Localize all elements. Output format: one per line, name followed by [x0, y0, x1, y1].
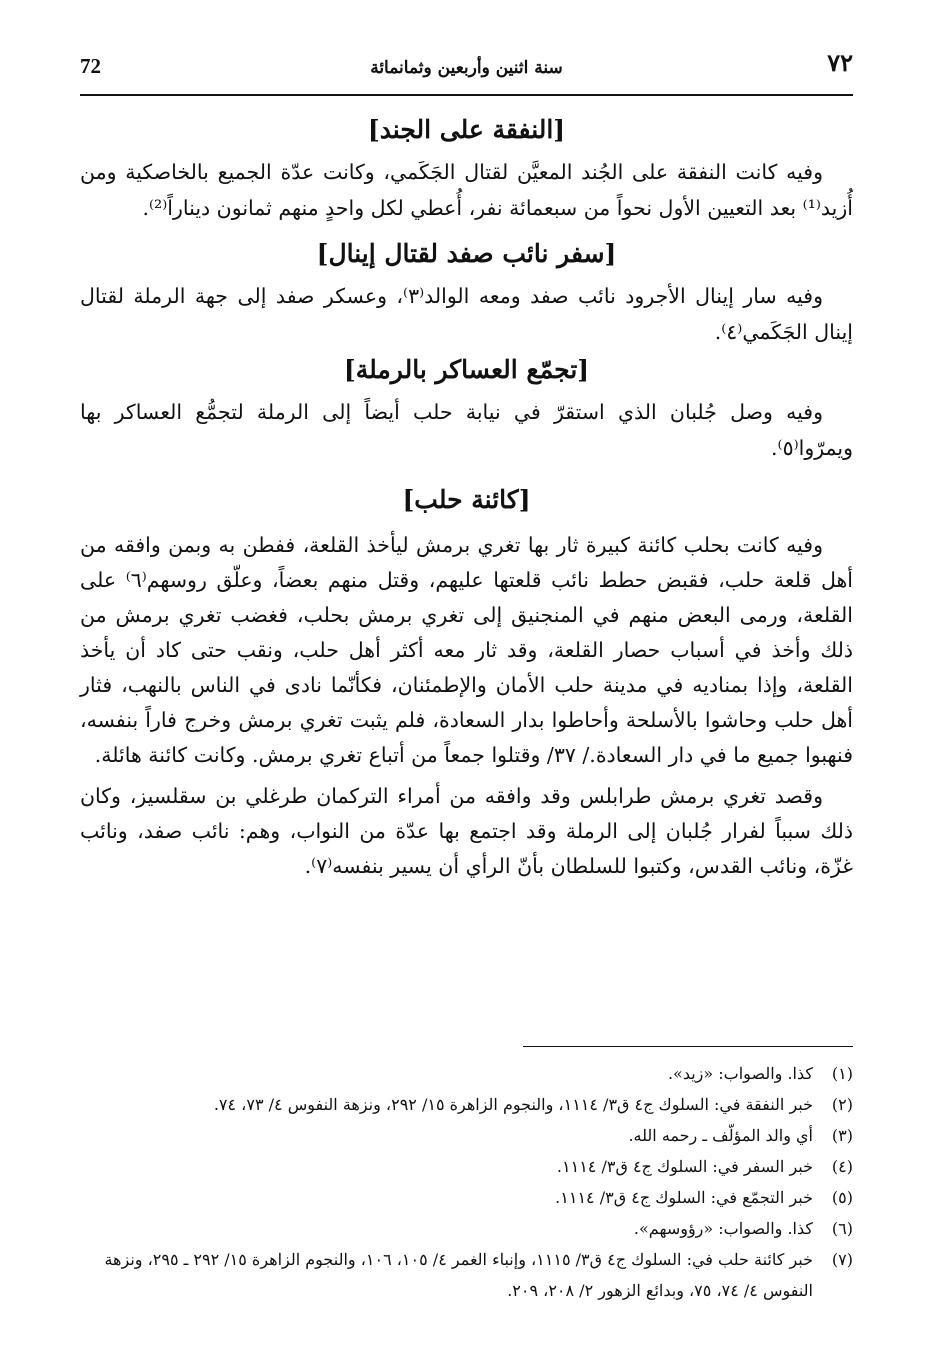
paragraph: وفيه وصل جُلبان الذي استقرّ في نيابة حلب أيضاً إلى الرملة لتجمُّع العساكر بها ويمرّوا⁽٥⁾. — [80, 400, 853, 460]
footnote-number: (٢) — [831, 1095, 853, 1114]
footnote-number: (٦) — [831, 1219, 853, 1238]
main-text — [80, 108, 853, 884]
paragraph: وقصد تغري برمش طرابلس وقد وافقه من أمراء التركمان طرغلي بن سقلسيز، وكان ذلك سبباً لفرار جُلبان إلى الرملة وقد اجتمع بها عدّة من النواب، وهم: نائب صفد، ونائب غزّة، ونائب القدس، وكتبوا للسلطان بأنّ الرأي أن يسير بنفسه⁽٧⁾. — [80, 784, 853, 878]
footnote-text: خبر كائنة حلب في: السلوك ج٤ ق٣/ ١١١٥، وإنباء الغمر ٤/ ١٠٥، ١٠٦، والنجوم الزاهرة ١٥/ ٢٩٢ ـ ٢٩٥، ونزهة النفوس ٤/ ٧٤، ٧٥، وبدائع الزهور ٢/ ٢٠٨، ٢٠٩. — [104, 1250, 813, 1300]
running-title: سنة اثنين وأربعين وثمانمائة — [370, 58, 563, 78]
footnote-item — [80, 1120, 853, 1151]
page-number-arabic: ٧٢ — [827, 48, 853, 77]
footnote-item — [80, 1182, 853, 1213]
footnote-item — [80, 1151, 853, 1182]
footnote-number: (١) — [831, 1064, 853, 1083]
page-number-latin: 72 — [80, 54, 101, 78]
section-title: [سفر نائب صفد لقتال إينال] — [316, 239, 617, 268]
footnote-item — [80, 1058, 853, 1089]
paragraph: وفيه كانت بحلب كائنة كبيرة ثار بها تغري برمش ليأخذ القلعة، ففطن به وبمن وافقه من أهل قلعة حلب، فقبض حطط نائب قلعتها عليهم، وقتل منهم بعضاً، وعلّق روسهم⁽٦⁾ على القلعة، ورمى البعض منهم في المنجنيق إلى تغري برمش بحلب، فغضب تغري برمش من ذلك وأخذ في أسباب حصار القلعة، وقد ثار معه أكثر أهل حلب، ونقب حتى كاد أن يأخذ القلعة، وإذا بمناديه في مدينة حلب الأمان والإطمئنان، فكأنّما نادى في الناس بالنهب، فثار أهل حلب وحاشوا بالأسلحة وأحاطوا بدار السعادة، فلم يثبت تغري برمش وخرج فاراً بنفسه، فنهبوا جميع ما في دار السعادة./ ٣٧/ وقتلوا جمعاً من أتباع تغري برمش. وكانت كائنة هائلة. — [80, 533, 853, 767]
footnote-text: خبر السفر في: السلوك ج٤ ق٣/ ١١١٤. — [556, 1157, 813, 1176]
paragraph: وفيه سار إينال الأجرود نائب صفد ومعه الوالد⁽٣⁾، وعسكر صفد إلى جهة الرملة لقتال إينال الجَكَمي⁽٤⁾. — [80, 284, 853, 344]
footnote-number: (٤) — [831, 1157, 853, 1176]
paragraph: وفيه كانت النفقة على الجُند المعيَّن لقتال الجَكَمي، وكانت عدّة الجميع بالخاصكية ومن أُزيد⁽¹⁾ بعد التعيين الأول نحواً من سبعمائة نفر، أُعطي لكل واحدٍ منهم ثمانون ديناراً⁽²⁾. — [80, 160, 853, 220]
footnote-number: (٥) — [831, 1188, 853, 1207]
footnote-text: كذا. والصواب: «رؤوسهم». — [633, 1219, 813, 1238]
footnote-item — [80, 1213, 853, 1244]
footnote-text: أي والد المؤلّف ـ رحمه الله. — [628, 1126, 813, 1145]
footnote-text: خبر التجمّع في: السلوك ج٤ ق٣/ ١١١٤. — [555, 1188, 813, 1207]
section-title: [كائنة حلب] — [402, 485, 531, 514]
footnote-text: خبر النفقة في: السلوك ج٤ ق٣/ ١١١٤، والنجوم الزاهرة ١٥/ ٢٩٢، ونزهة النفوس ٤/ ٧٣، ٧٤. — [213, 1095, 813, 1114]
running-header — [80, 50, 853, 96]
section-title: [النفقة على الجند] — [367, 115, 566, 144]
section-title: [تجمّع العساكر بالرملة] — [343, 355, 590, 384]
footnote-item — [80, 1244, 853, 1306]
footnote-number: (٣) — [831, 1126, 853, 1145]
footnote-text: كذا. والصواب: «زيد». — [667, 1064, 813, 1083]
footnotes — [80, 1058, 853, 1306]
footnote-item — [80, 1089, 853, 1120]
footnote-divider — [523, 1046, 853, 1047]
footnote-number: (٧) — [831, 1250, 853, 1269]
